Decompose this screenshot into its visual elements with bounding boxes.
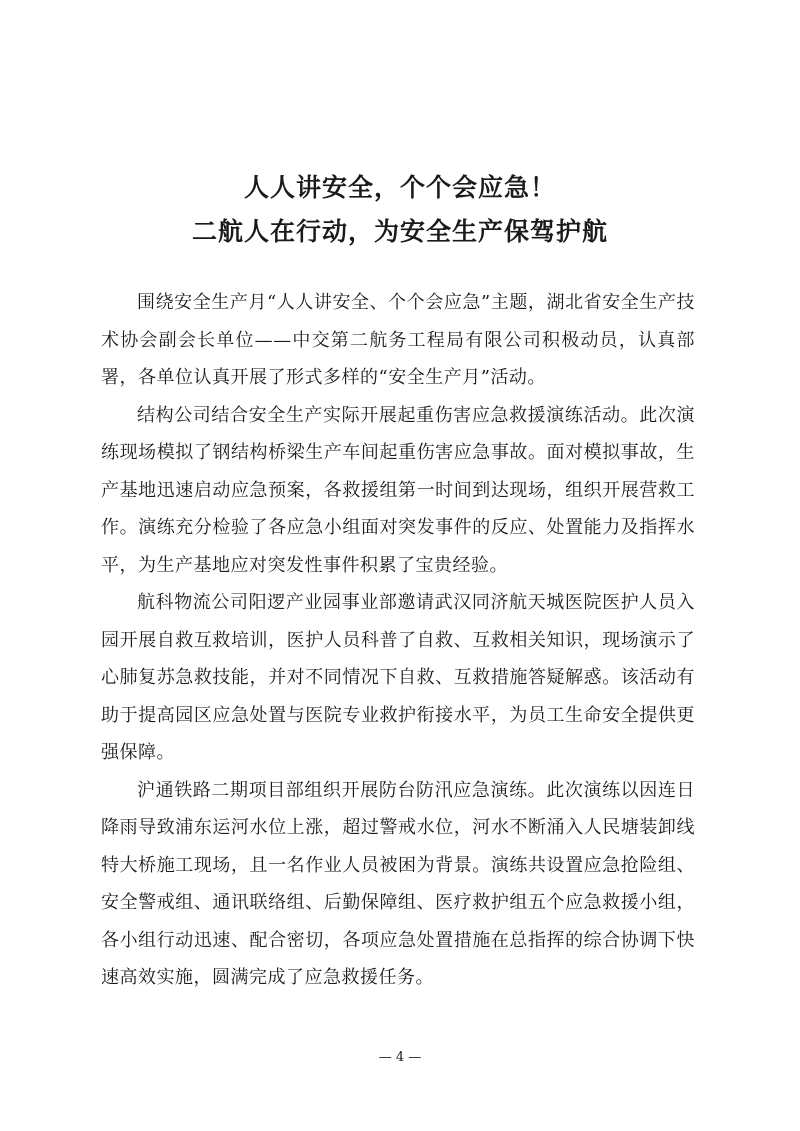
title-line-1: 人人讲安全，个个会应急！ [243, 173, 556, 202]
paragraph-railway-project: 沪通铁路二期项目部组织开展防台防汛应急演练。此次演练以因连日降雨导致浦东运河水位上涨，超过警戒水位，河水不断涌入人民塘装卸线特大桥施工现场，且一名作业人员被困为背景。演练共设置应急抢险组、安全警戒组、通讯联络组、后勤保障组、医疗救护组五个应急救援小组，各小组行动迅速、配合密切，各项应急处置措施在总指挥的综合协调下快速高效实施，圆满完成了应急救援任务。 [101, 779, 695, 988]
page-number: — 4 — [378, 1050, 422, 1065]
paragraph-logistics-company: 航科物流公司阳逻产业园事业部邀请武汉同济航天城医院医护人员入园开展自救互救培训，医护人员科普了自救、互救相关知识，现场演示了心肺复苏急救技能，并对不同情况下自救、互救措施答疑解惑。该活动有助于提高园区应急处置与医院专业救护衔接水平，为员工生命安全提供更强保障。 [101, 592, 695, 763]
paragraph-intro: 围绕安全生产月“人人讲安全、个个会应急”主题，湖北省安全生产技术协会副会长单位——中交第二航务工程局有限公司积极动员，认真部署，各单位认真开展了形式多样的“安全生产月”活动。 [101, 292, 695, 388]
document-body [101, 284, 695, 997]
title-line-2: 二航人在行动，为安全生产保驾护航 [191, 217, 608, 246]
paragraph-structure-company: 结构公司结合安全生产实际开展起重伤害应急救援演练活动。此次演练现场模拟了钢结构桥梁生产车间起重伤害应急事故。面对模拟事故，生产基地迅速启动应急预案，各救援组第一时间到达现场，组织开展营救工作。演练充分检验了各应急小组面对突发事件的反应、处置能力及指挥水平，为生产基地应对突发性事件积累了宝贵经验。 [101, 404, 695, 576]
document-title [0, 166, 800, 254]
